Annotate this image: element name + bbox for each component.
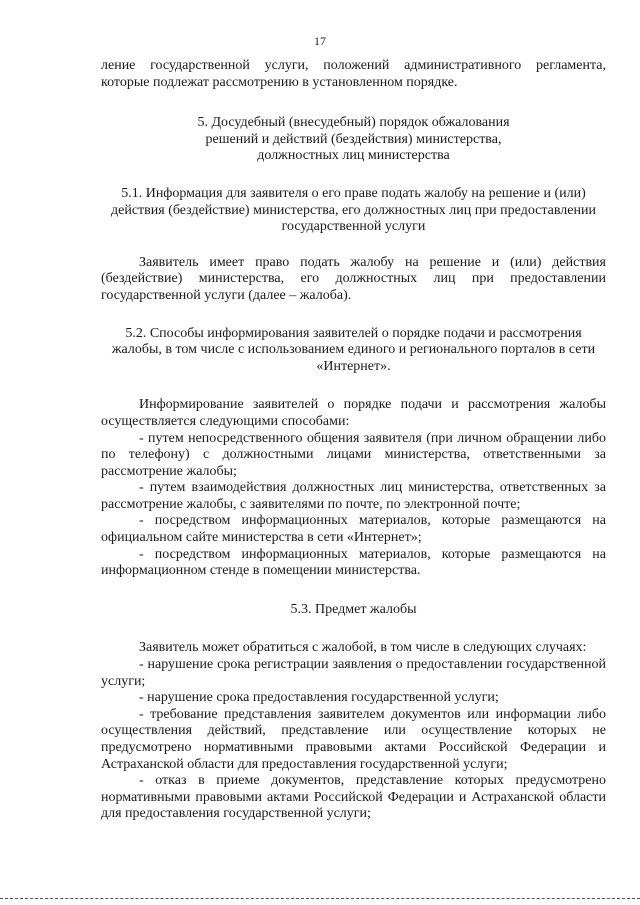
section-5-2-title: 5.2. Способы информирования заявителей о порядке подачи и рассмотрения жалобы, в том числе с использованием единого и регионального порталов в сети «Интернет». [111,325,596,374]
intro-line-2: которые подлежат рассмотрению в установленном порядке. [101,74,458,90]
section-5-3-item: - отказ в приеме документов, представление которых предусмотрено нормативными правовыми актами Российской Федерации и Астраханской области для предоставления государственной услуги; [101,773,606,822]
section-5-3-item: - нарушение срока предоставления государственной услуги; [139,690,499,706]
section-5-title [101,115,606,165]
section-5-2-item: - посредством информационных материалов, которые размещаются на официальном сайте министерства в сети «Интернет»; [101,513,606,546]
section-5-3-title: 5.3. Предмет жалобы [290,601,417,617]
section-5-title-line-1: 5. Досудебный (внесудебный) порядок обжалования [197,115,510,131]
section-5-3-intro: Заявитель может обратиться с жалобой, в том числе в следующих случаях: [139,640,587,656]
section-5-2-intro: Информирование заявителей о порядке подачи и рассмотрения жалобы осуществляется следующими способами: [101,397,606,429]
section-5-2-item: - путем взаимодействия должностных лиц министерства, ответственных за рассмотрение жалобы, с заявителями по почте, по электронной почте; [101,480,606,512]
section-5-1-title: 5.1. Информация для заявителя о его праве подать жалобу на решение и (или) действия (бездействие) министерства, его должностных лиц при предоставлении государственной услуги [110,185,596,235]
section-5-title-line-2: решений и действий (бездействия) министерства, [205,131,502,147]
section-5-3-item: - требование представления заявителем документов или информации либо осуществления действий, представление или осуществление которых не предусмотрено нормативными правовыми актами Российской Федерации и Астраханской области для предоставления государственной услуги; [101,706,606,772]
section-5-title-line-3: должностных лиц министерства [257,148,450,164]
section-5-3-item: - нарушение срока регистрации заявления о предоставлении государственной услуги; [101,657,606,689]
page-content [101,58,606,823]
section-5-2-item: - посредством информационных материалов, которые размещаются на информационном стенде в помещении министерства. [101,546,606,579]
page-bottom-edge [0,898,640,899]
page-number: 17 [314,34,326,48]
intro-line-1: ление государственной услуги, положений административного регламента, [101,58,606,73]
section-5-1-text: Заявитель имеет право подать жалобу на решение и (или) действия (бездействие) министерства, его должностных лиц при предоставлении государственной услуги (далее – жалоба). [101,254,606,303]
section-5-2-item: - путем непосредственного общения заявителя (при личном обращении либо по телефону) с должностными лицами министерства, ответственными за рассмотрение жалобы; [101,430,606,479]
